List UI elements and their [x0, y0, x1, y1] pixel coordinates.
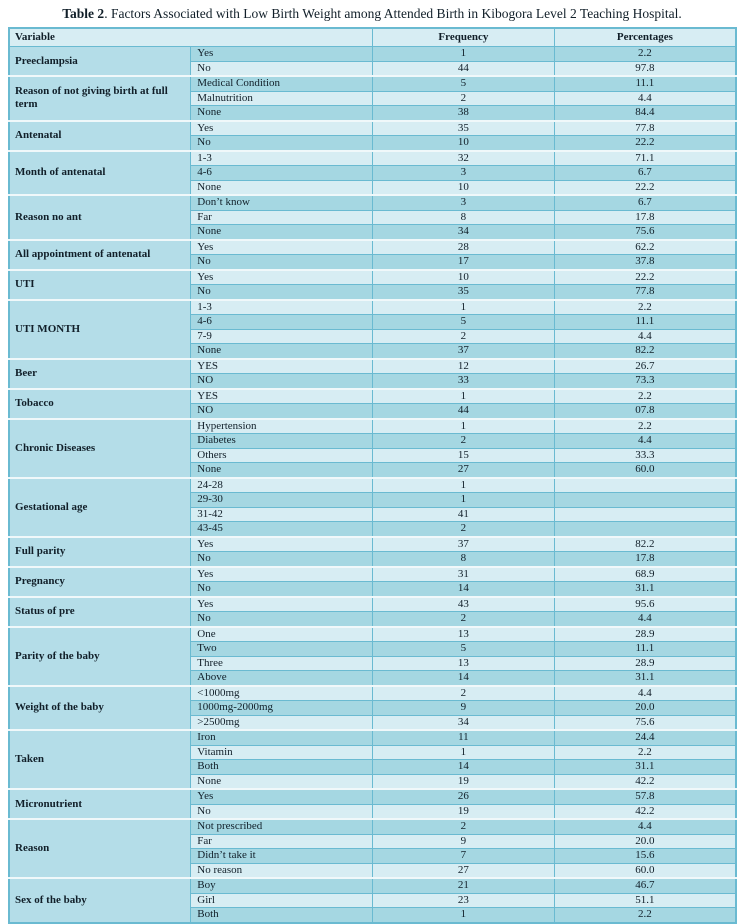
table-row — [9, 567, 736, 582]
percentage-cell: 31.1 — [554, 582, 736, 597]
variable-cell: Reason of not giving birth at full term — [9, 76, 191, 121]
category-cell: Both — [191, 908, 373, 923]
category-cell: None — [191, 225, 373, 240]
category-cell: 4-6 — [191, 315, 373, 330]
category-cell: None — [191, 463, 373, 478]
percentage-cell: 26.7 — [554, 359, 736, 374]
percentage-cell: 62.2 — [554, 240, 736, 255]
frequency-cell: 2 — [373, 434, 555, 449]
percentage-cell — [554, 522, 736, 537]
category-cell: NO — [191, 374, 373, 389]
percentage-cell: 2.2 — [554, 47, 736, 62]
variable-cell: Weight of the baby — [9, 686, 191, 731]
percentage-cell: 4.4 — [554, 329, 736, 344]
variable-cell: UTI — [9, 270, 191, 300]
col-header-variable: Variable — [9, 28, 373, 47]
percentage-cell: 11.1 — [554, 315, 736, 330]
frequency-cell: 14 — [373, 671, 555, 686]
table-row — [9, 478, 736, 493]
table-row — [9, 819, 736, 834]
percentage-cell: 46.7 — [554, 878, 736, 893]
frequency-cell: 2 — [373, 612, 555, 627]
frequency-cell: 43 — [373, 597, 555, 612]
percentage-cell — [554, 478, 736, 493]
category-cell: No — [191, 61, 373, 76]
caption-label: Table 2 — [62, 6, 105, 21]
percentage-cell: 2.2 — [554, 419, 736, 434]
table-row — [9, 789, 736, 804]
percentage-cell: 24.4 — [554, 730, 736, 745]
percentage-cell: 4.4 — [554, 819, 736, 834]
category-cell: >2500mg — [191, 715, 373, 730]
table-row — [9, 270, 736, 285]
percentage-cell: 2.2 — [554, 300, 736, 315]
category-cell: No reason — [191, 863, 373, 878]
frequency-cell: 10 — [373, 136, 555, 151]
variable-cell: Beer — [9, 359, 191, 389]
category-cell: <1000mg — [191, 686, 373, 701]
frequency-cell: 26 — [373, 789, 555, 804]
frequency-cell: 8 — [373, 552, 555, 567]
frequency-cell: 3 — [373, 166, 555, 181]
category-cell: Yes — [191, 240, 373, 255]
percentage-cell: 4.4 — [554, 612, 736, 627]
col-header-frequency: Frequency — [373, 28, 555, 47]
category-cell: 4-6 — [191, 166, 373, 181]
caption-text: . Factors Associated with Low Birth Weight among Attended Birth in Kibogora Level 2 Teaching Hospital. — [104, 6, 682, 21]
variable-cell: Antenatal — [9, 121, 191, 151]
frequency-cell: 11 — [373, 730, 555, 745]
percentage-cell: 71.1 — [554, 151, 736, 166]
table-row — [9, 240, 736, 255]
percentage-cell: 6.7 — [554, 195, 736, 210]
frequency-cell: 37 — [373, 537, 555, 552]
category-cell: None — [191, 106, 373, 121]
category-cell: No — [191, 255, 373, 270]
percentage-cell: 22.2 — [554, 270, 736, 285]
frequency-cell: 2 — [373, 686, 555, 701]
percentage-cell — [554, 507, 736, 522]
table-row — [9, 76, 736, 91]
frequency-cell: 9 — [373, 701, 555, 716]
frequency-cell: 12 — [373, 359, 555, 374]
percentage-cell: 42.2 — [554, 804, 736, 819]
percentage-cell: 22.2 — [554, 136, 736, 151]
category-cell: YES — [191, 359, 373, 374]
variable-cell: Parity of the baby — [9, 627, 191, 686]
frequency-cell: 34 — [373, 715, 555, 730]
frequency-cell: 35 — [373, 121, 555, 136]
category-cell: Vitamin — [191, 745, 373, 760]
category-cell: Others — [191, 448, 373, 463]
percentage-cell: 20.0 — [554, 834, 736, 849]
category-cell: Didn’t take it — [191, 849, 373, 864]
category-cell: Medical Condition — [191, 76, 373, 91]
frequency-cell: 2 — [373, 91, 555, 106]
table-caption — [0, 0, 744, 27]
frequency-cell: 27 — [373, 863, 555, 878]
variable-cell: Micronutrient — [9, 789, 191, 819]
frequency-cell: 13 — [373, 627, 555, 642]
percentage-cell: 77.8 — [554, 121, 736, 136]
percentage-cell: 20.0 — [554, 701, 736, 716]
frequency-cell: 1 — [373, 419, 555, 434]
frequency-cell: 9 — [373, 834, 555, 849]
variable-cell: Chronic Diseases — [9, 419, 191, 478]
frequency-cell: 1 — [373, 478, 555, 493]
percentage-cell: 17.8 — [554, 552, 736, 567]
frequency-cell: 14 — [373, 582, 555, 597]
category-cell: 29-30 — [191, 493, 373, 508]
category-cell: 43-45 — [191, 522, 373, 537]
category-cell: Both — [191, 760, 373, 775]
frequency-cell: 19 — [373, 774, 555, 789]
factors-table — [8, 27, 737, 924]
table-body — [9, 47, 736, 923]
col-header-percentages: Percentages — [554, 28, 736, 47]
category-cell: Yes — [191, 537, 373, 552]
percentage-cell: 11.1 — [554, 642, 736, 657]
percentage-cell: 4.4 — [554, 91, 736, 106]
frequency-cell: 2 — [373, 522, 555, 537]
category-cell: NO — [191, 404, 373, 419]
percentage-cell: 6.7 — [554, 166, 736, 181]
category-cell: Far — [191, 834, 373, 849]
category-cell: None — [191, 774, 373, 789]
category-cell: Girl — [191, 893, 373, 908]
frequency-cell: 10 — [373, 180, 555, 195]
percentage-cell — [554, 493, 736, 508]
variable-cell: Reason no ant — [9, 195, 191, 240]
category-cell: Far — [191, 210, 373, 225]
frequency-cell: 1 — [373, 47, 555, 62]
table-header-row — [9, 28, 736, 47]
frequency-cell: 1 — [373, 389, 555, 404]
category-cell: No — [191, 804, 373, 819]
category-cell: Three — [191, 656, 373, 671]
category-cell: Don’t know — [191, 195, 373, 210]
category-cell: No — [191, 612, 373, 627]
frequency-cell: 38 — [373, 106, 555, 121]
frequency-cell: 5 — [373, 315, 555, 330]
percentage-cell: 82.2 — [554, 344, 736, 359]
category-cell: Yes — [191, 567, 373, 582]
category-cell: None — [191, 180, 373, 195]
percentage-cell: 28.9 — [554, 627, 736, 642]
percentage-cell: 17.8 — [554, 210, 736, 225]
variable-cell: All appointment of antenatal — [9, 240, 191, 270]
variable-cell: Taken — [9, 730, 191, 789]
variable-cell: Preeclampsia — [9, 47, 191, 77]
percentage-cell: 33.3 — [554, 448, 736, 463]
table-row — [9, 537, 736, 552]
frequency-cell: 2 — [373, 819, 555, 834]
percentage-cell: 31.1 — [554, 671, 736, 686]
category-cell: No — [191, 136, 373, 151]
frequency-cell: 44 — [373, 404, 555, 419]
percentage-cell: 95.6 — [554, 597, 736, 612]
category-cell: Yes — [191, 47, 373, 62]
percentage-cell: 11.1 — [554, 76, 736, 91]
table-row — [9, 389, 736, 404]
frequency-cell: 35 — [373, 285, 555, 300]
frequency-cell: 28 — [373, 240, 555, 255]
frequency-cell: 8 — [373, 210, 555, 225]
variable-cell: Full parity — [9, 537, 191, 567]
frequency-cell: 44 — [373, 61, 555, 76]
percentage-cell: 42.2 — [554, 774, 736, 789]
percentage-cell: 73.3 — [554, 374, 736, 389]
percentage-cell: 31.1 — [554, 760, 736, 775]
category-cell: 1000mg-2000mg — [191, 701, 373, 716]
category-cell: 24-28 — [191, 478, 373, 493]
category-cell: Not prescribed — [191, 819, 373, 834]
table-row — [9, 730, 736, 745]
frequency-cell: 32 — [373, 151, 555, 166]
percentage-cell: 75.6 — [554, 225, 736, 240]
table-row — [9, 419, 736, 434]
frequency-cell: 27 — [373, 463, 555, 478]
frequency-cell: 3 — [373, 195, 555, 210]
table-row — [9, 878, 736, 893]
category-cell: YES — [191, 389, 373, 404]
percentage-cell: 60.0 — [554, 463, 736, 478]
percentage-cell: 57.8 — [554, 789, 736, 804]
frequency-cell: 33 — [373, 374, 555, 389]
table-row — [9, 195, 736, 210]
frequency-cell: 7 — [373, 849, 555, 864]
percentage-cell: 2.2 — [554, 908, 736, 923]
table-row — [9, 597, 736, 612]
table-row — [9, 47, 736, 62]
category-cell: Yes — [191, 789, 373, 804]
table-row — [9, 151, 736, 166]
category-cell: Two — [191, 642, 373, 657]
variable-cell: Gestational age — [9, 478, 191, 537]
frequency-cell: 5 — [373, 76, 555, 91]
table-row — [9, 300, 736, 315]
percentage-cell: 28.9 — [554, 656, 736, 671]
category-cell: Diabetes — [191, 434, 373, 449]
category-cell: Above — [191, 671, 373, 686]
category-cell: Yes — [191, 121, 373, 136]
variable-cell: Tobacco — [9, 389, 191, 419]
category-cell: 1-3 — [191, 300, 373, 315]
frequency-cell: 13 — [373, 656, 555, 671]
percentage-cell: 82.2 — [554, 537, 736, 552]
category-cell: No — [191, 552, 373, 567]
frequency-cell: 34 — [373, 225, 555, 240]
frequency-cell: 14 — [373, 760, 555, 775]
table-row — [9, 627, 736, 642]
variable-cell: Month of antenatal — [9, 151, 191, 196]
variable-cell: Sex of the baby — [9, 878, 191, 923]
category-cell: Hypertension — [191, 419, 373, 434]
category-cell: Iron — [191, 730, 373, 745]
percentage-cell: 4.4 — [554, 434, 736, 449]
category-cell: 1-3 — [191, 151, 373, 166]
frequency-cell: 15 — [373, 448, 555, 463]
frequency-cell: 19 — [373, 804, 555, 819]
category-cell: One — [191, 627, 373, 642]
percentage-cell: 37.8 — [554, 255, 736, 270]
frequency-cell: 1 — [373, 908, 555, 923]
percentage-cell: 2.2 — [554, 389, 736, 404]
variable-cell: UTI MONTH — [9, 300, 191, 359]
frequency-cell: 5 — [373, 642, 555, 657]
percentage-cell: 07.8 — [554, 404, 736, 419]
percentage-cell: 60.0 — [554, 863, 736, 878]
percentage-cell: 15.6 — [554, 849, 736, 864]
frequency-cell: 23 — [373, 893, 555, 908]
frequency-cell: 1 — [373, 745, 555, 760]
category-cell: No — [191, 582, 373, 597]
category-cell: Yes — [191, 597, 373, 612]
frequency-cell: 41 — [373, 507, 555, 522]
variable-cell: Reason — [9, 819, 191, 878]
frequency-cell: 21 — [373, 878, 555, 893]
percentage-cell: 51.1 — [554, 893, 736, 908]
percentage-cell: 2.2 — [554, 745, 736, 760]
frequency-cell: 10 — [373, 270, 555, 285]
category-cell: No — [191, 285, 373, 300]
percentage-cell: 77.8 — [554, 285, 736, 300]
percentage-cell: 22.2 — [554, 180, 736, 195]
percentage-cell: 68.9 — [554, 567, 736, 582]
percentage-cell: 97.8 — [554, 61, 736, 76]
category-cell: 31-42 — [191, 507, 373, 522]
variable-cell: Pregnancy — [9, 567, 191, 597]
table-row — [9, 359, 736, 374]
frequency-cell: 1 — [373, 493, 555, 508]
frequency-cell: 37 — [373, 344, 555, 359]
category-cell: None — [191, 344, 373, 359]
table-row — [9, 686, 736, 701]
frequency-cell: 2 — [373, 329, 555, 344]
category-cell: Boy — [191, 878, 373, 893]
category-cell: 7-9 — [191, 329, 373, 344]
table-row — [9, 121, 736, 136]
frequency-cell: 1 — [373, 300, 555, 315]
percentage-cell: 4.4 — [554, 686, 736, 701]
percentage-cell: 75.6 — [554, 715, 736, 730]
frequency-cell: 31 — [373, 567, 555, 582]
frequency-cell: 17 — [373, 255, 555, 270]
category-cell: Malnutrition — [191, 91, 373, 106]
variable-cell: Status of pre — [9, 597, 191, 627]
percentage-cell: 84.4 — [554, 106, 736, 121]
category-cell: Yes — [191, 270, 373, 285]
